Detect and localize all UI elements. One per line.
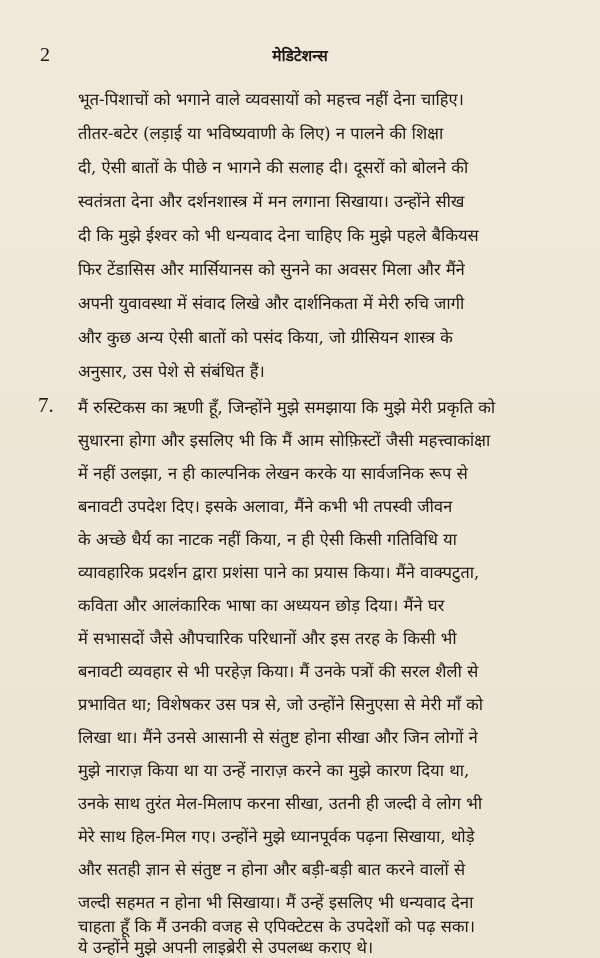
text-line: दी कि मुझे ईश्वर को भी धन्यवाद देना चाहिए कि मुझे पहले बैकियस	[78, 226, 479, 245]
page-number: 2	[40, 44, 50, 66]
text-line: जल्दी सहमत न होना भी सिखाया। मैं उन्हें इसलिए भी धन्यवाद देना	[78, 893, 474, 912]
text-line: अपनी युवावस्था में संवाद लिखे और दार्शनिकता में मेरी रुचि जागी	[78, 294, 465, 313]
running-title: मेडिटेशन्स	[272, 46, 328, 65]
text-line: व्यावहारिक प्रदर्शन द्वारा प्रशंसा पाने का प्रयास किया। मैंने वाक्पटुता,	[78, 563, 480, 582]
text-line: मुझे नाराज़ किया था या उन्हें नाराज़ करने का मुझे कारण दिया था,	[78, 761, 470, 780]
text-line: और सतही ज्ञान से संतुष्ट न होना और बड़ी-बड़ी बात करने वालों से	[78, 860, 466, 879]
text-line: मैं रुस्टिकस का ऋणी हूँ, जिन्होंने मुझे समझाया कि मुझे मेरी प्रकृति को	[78, 398, 496, 417]
text-line: में सभासदों जैसे औपचारिक परिधानों और इस तरह के किसी भी	[78, 629, 457, 648]
text-line: प्रभावित था; विशेषकर उस पत्र से, जो उन्होंने सिनुएसा से मेरी माँ को	[78, 695, 484, 714]
text-line: फिर टेंडासिस और मार्सियानस को सुनने का अवसर मिला और मैंने	[78, 260, 465, 279]
text-line: बनावटी उपदेश दिए। इसके अलावा, मैंने कभी भी तपस्वी जीवन	[78, 497, 453, 516]
text-line: चाहता हूँ कि मैं उनकी वजह से एपिक्टेटस के उपदेशों को पढ़ सका।	[78, 917, 476, 936]
text-line: लिखा था। मैंने उनसे आसानी से संतुष्ट होना सीखा और जिन लोगों ने	[78, 728, 478, 747]
text-line: तीतर-बटेर (लड़ाई या भविष्यवाणी के लिए) न पालने की शिक्षा	[78, 124, 444, 143]
text-line: भूत-पिशाचों को भगाने वाले व्यवसायों को महत्त्व नहीं देना चाहिए।	[78, 90, 464, 109]
text-line: सुधारना होगा और इसलिए भी कि मैं आम सोफ़िस्टों जैसी महत्त्वाकांक्षा	[78, 431, 491, 450]
text-line: अनुसार, उस पेशे से संबंधित हैं।	[78, 362, 265, 381]
text-line: में नहीं उलझा, न ही काल्पनिक लेखन करके या सार्वजनिक रूप से	[78, 464, 468, 483]
text-line: कविता और आलंकारिक भाषा का अध्ययन छोड़ दिया। मैंने घर	[78, 596, 445, 615]
paragraph-number: 7.	[38, 393, 54, 417]
text-line: उनके साथ तुरंत मेल-मिलाप करना सीखा, उतनी ही जल्दी वे लोग भी	[78, 794, 483, 813]
text-line: और कुछ अन्य ऐसी बातों को पसंद किया, जो ग्रीसियन शास्त्र के	[78, 328, 453, 347]
text-line: दी, ऐसी बातों के पीछे न भागने की सलाह दी। दूसरों को बोलने की	[78, 158, 469, 177]
text-line: स्वतंत्रता देना और दर्शनशास्त्र में मन लगाना सिखाया। उन्होंने सीख	[78, 192, 465, 211]
text-line: के अच्छे धैर्य का नाटक नहीं किया, न ही ऐसी किसी गतिविधि या	[78, 530, 457, 549]
text-line: बनावटी व्यवहार से भी परहेज़ किया। मैं उनके पत्रों की सरल शैली से	[78, 662, 479, 681]
text-line: ये उन्होंने मुझे अपनी लाइब्रेरी से उपलब्ध कराए थे।	[78, 938, 374, 957]
text-line: मेरे साथ हिल-मिल गए। उन्होंने मुझे ध्यानपूर्वक पढ़ना सिखाया, थोड़े	[78, 827, 475, 846]
